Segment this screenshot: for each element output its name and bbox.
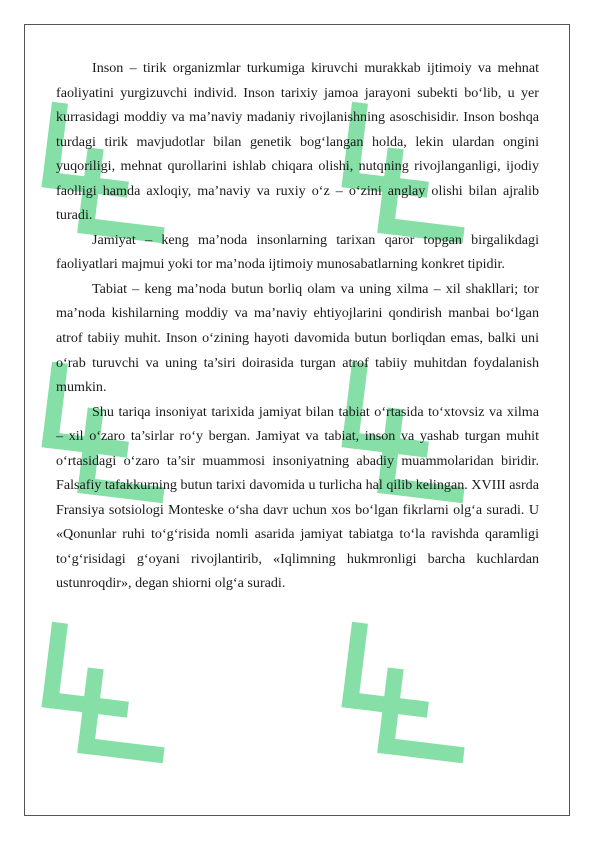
paragraph: Tabiat – keng ma’noda butun borliq olam va uning xilma – xil shakllari; tor ma’noda kishilarning moddiy va ma’naviy ehtiyojlarini qondirish manbai bo‘lgan atrof tabiiy muhit. Inson o‘zining hayoti davomida butun borliqdan emas, balki uni o‘rab turuvchi va uning ta’siri doirasida turgan atrof tabiiy muhitdan foydalanish mumkin. [56, 280, 539, 396]
paragraph: Jamiyat – keng ma’noda insonlarning tarixan qaror topgan birgalikdagi faoliyatlari majmui yoki tor ma’noda ijtimoiy munosabatlarning konkret tipidir. [56, 231, 539, 273]
document-body [56, 56, 539, 596]
paragraph: Shu tariqa insoniyat tarixida jamiyat bilan tabiat o‘rtasida to‘xtovsiz va xilma – xil o‘zaro ta’sirlar ro‘y bergan. Jamiyat va tabiat, inson va yashab turgan muhit o‘rtasidagi o‘zaro ta’sir muammosi insoniyatning abadiy muammolaridan biridir. Falsafiy tafakkurning butun tarixi davomida u turlicha hal qilib kelingan. XVIII asrda Fransiya sotsiologi Monteske o‘sha davr uchun xos bo‘lgan fikrlarni olg‘a suradi. U «Qonunlar ruhi to‘g‘risida nomli asarida jamiyat tabiatga to‘la ravishda qaramligi to‘g‘risidagi g‘oyani rivojlantirib, «Iqlimning hukmronligi barcha kuchlardan ustunroqdir», degan shiorni olg‘a suradi. [56, 403, 539, 592]
paragraph: Inson – tirik organizmlar turkumiga kiruvchi murakkab ijtimoiy va mehnat faoliyatini yurgizuvchi individ. Inson tarixiy jamoa jarayoni subekti bo‘lib, u yer kurrasidagi moddiy va ma’naviy madaniy rivojlanishning asoschisidir. Inson boshqa turdagi tirik mavjudotlar bilan genetik bog‘langan holda, lekin ulardan ongini yuqoriligi, mehnat qurollarini ishlab chiqara olishi, nutqning rivojlanganligi, ijodiy faolligi hamda axloqiy, ma’naviy va ruxiy o‘z – o‘zini anglay olishi bilan ajralib turadi. [56, 60, 539, 224]
